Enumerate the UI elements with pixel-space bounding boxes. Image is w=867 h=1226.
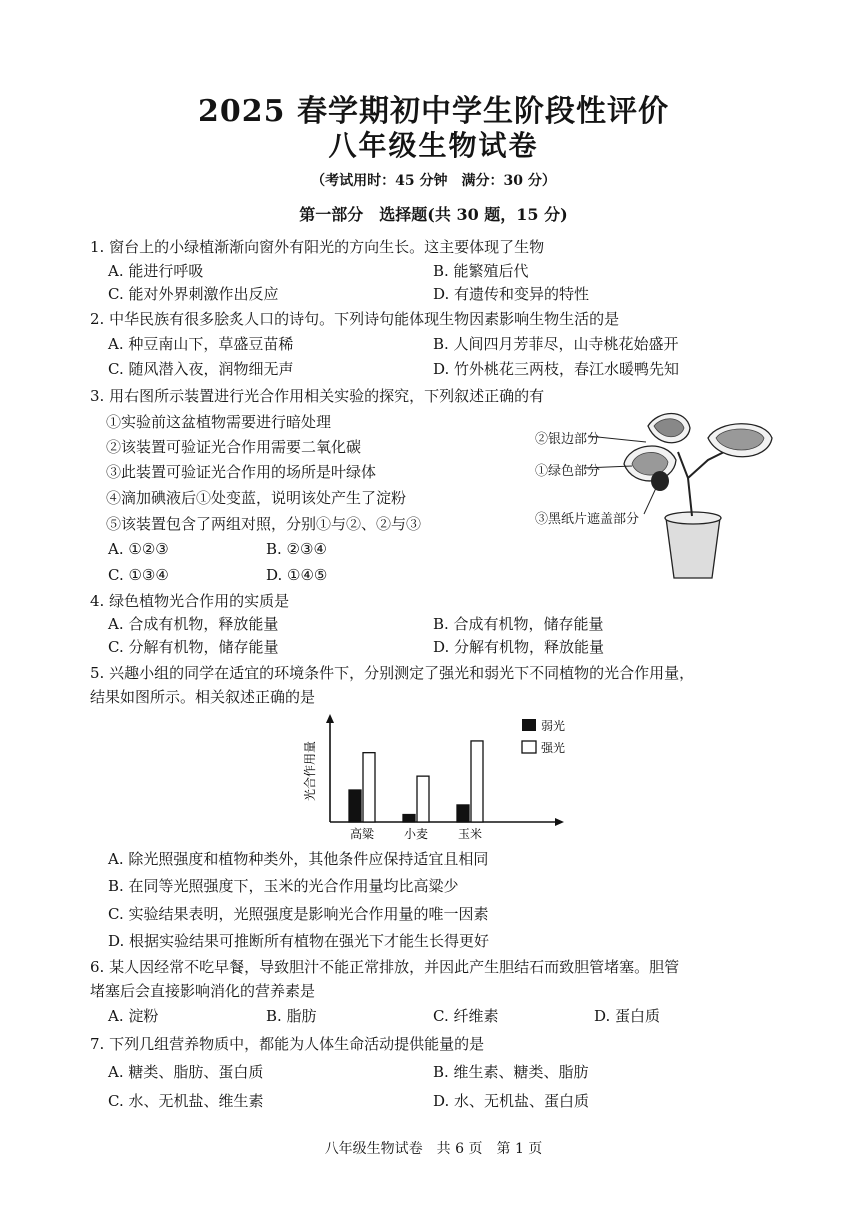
exam-info: （考试用时：45 分钟 满分：30 分）	[311, 173, 556, 189]
question-1-option-a: A. 能进行呼吸	[108, 262, 204, 280]
question-2-option-b: B. 人间四月芳菲尽，山寺桃花始盛开	[433, 335, 679, 353]
bar-玉米-强光	[471, 741, 483, 822]
question-7-stem: 7. 下列几组营养物质中，都能为人体生命活动提供能量的是	[90, 1035, 485, 1053]
question-5-stem: 5. 兴趣小组的同学在适宜的环境条件下，分别测定了强光和弱光下不同植物的光合作用量，	[90, 664, 695, 682]
bar-小麦-强光	[417, 776, 429, 822]
chart-y-axis-arrow	[326, 714, 334, 723]
question-6-option-a: A. 淀粉	[108, 1007, 159, 1025]
plant-branch	[688, 450, 728, 478]
bar-小麦-弱光	[403, 815, 415, 822]
question-7-option-d: D. 水、无机盐、蛋白质	[433, 1092, 590, 1110]
exam-title: 2025 春学期初中学生阶段性评价	[198, 94, 669, 129]
legend-label-strong-light: 强光	[541, 741, 566, 755]
question-1-option-c: C. 能对外界刺激作出反应	[108, 285, 279, 303]
question-3-statement-3: ③此装置可验证光合作用的场所是叶绿体	[106, 463, 377, 481]
question-6-option-c: C. 纤维素	[433, 1007, 499, 1025]
figure-label-green-part: ①绿色部分	[535, 464, 601, 479]
question-3-stem: 3. 用右图所示装置进行光合作用相关实验的探究，下列叙述正确的有	[90, 387, 545, 405]
question-5-stem-continued: 结果如图所示。相关叙述正确的是	[90, 688, 316, 706]
exam-subtitle: 八年级生物试卷	[328, 129, 539, 162]
question-3-statement-4: ④滴加碘液后①处变蓝，说明该处产生了淀粉	[106, 489, 407, 507]
question-6-stem-continued: 堵塞后会直接影响消化的营养素是	[90, 982, 316, 1000]
question-3-option-c: C. ①③④	[108, 566, 169, 584]
question-2-option-c: C. 随风潜入夜，润物细无声	[108, 360, 294, 378]
question-3-statement-5: ⑤该装置包含了两组对照，分别①与②、②与③	[106, 515, 422, 533]
question-4-option-d: D. 分解有机物，释放能量	[433, 638, 605, 656]
question-6-stem: 6. 某人因经常不吃早餐，导致胆汁不能正常排放，并因此产生胆结石而致胆管堵塞。胆管	[90, 958, 680, 976]
question-6-option-d: D. 蛋白质	[594, 1007, 661, 1025]
question-2-stem: 2. 中华民族有很多脍炙人口的诗句。下列诗句能体现生物因素影响生物生活的是	[90, 310, 620, 328]
chart-y-axis-label: 光合作用量	[303, 740, 317, 802]
question-2-option-a: A. 种豆南山下，草盛豆苗稀	[108, 335, 294, 353]
question-4-stem: 4. 绿色植物光合作用的实质是	[90, 592, 290, 610]
figure-label-black-paper: ③黑纸片遮盖部分	[535, 512, 640, 527]
question-5-option-b: B. 在同等光照强度下，玉米的光合作用量均比高粱少	[108, 877, 459, 895]
question-4-option-c: C. 分解有机物，储存能量	[108, 638, 279, 656]
question-1-option-d: D. 有遗传和变异的特性	[433, 285, 590, 303]
question-6-option-b: B. 脂肪	[266, 1007, 317, 1025]
page-footer: 八年级生物试卷 共 6 页 第 1 页	[324, 1141, 543, 1157]
chart-x-axis-arrow	[555, 818, 564, 826]
question-3-option-d: D. ①④⑤	[266, 566, 328, 584]
question-7-option-b: B. 维生素、糖类、脂肪	[433, 1063, 589, 1081]
section-title: 第一部分 选择题(共 30 题，15 分)	[299, 205, 568, 224]
question-7-option-c: C. 水、无机盐、维生素	[108, 1092, 264, 1110]
flower-pot	[666, 518, 720, 578]
legend-swatch-weak-light	[522, 719, 536, 731]
bar-玉米-弱光	[457, 805, 469, 822]
x-tick-label: 高粱	[349, 827, 375, 841]
question-3-statement-1: ①实验前这盆植物需要进行暗处理	[106, 413, 332, 431]
bar-高粱-弱光	[349, 790, 361, 822]
legend-label-weak-light: 弱光	[541, 719, 566, 733]
question-5-option-c: C. 实验结果表明，光照强度是影响光合作用量的唯一因素	[108, 905, 489, 923]
legend-swatch-strong-light	[522, 741, 536, 753]
x-tick-label: 玉米	[457, 827, 483, 841]
photosynthesis-bar-chart	[300, 712, 600, 844]
leader-line-black-paper	[644, 488, 656, 514]
x-tick-label: 小麦	[403, 827, 429, 841]
question-5-option-a: A. 除光照强度和植物种类外，其他条件应保持适宜且相同	[108, 850, 489, 868]
question-5-option-d: D. 根据实验结果可推断所有植物在强光下才能生长得更好	[108, 932, 490, 950]
question-2-option-d: D. 竹外桃花三两枝，春江水暖鸭先知	[433, 360, 680, 378]
figure-label-silver-edge: ②银边部分	[535, 432, 601, 447]
plant-stem	[678, 452, 692, 516]
question-7-option-a: A. 糖类、脂肪、蛋白质	[108, 1063, 264, 1081]
question-1-stem: 1. 窗台上的小绿植渐渐向窗外有阳光的方向生长。这主要体现了生物	[90, 238, 545, 256]
question-3-option-b: B. ②③④	[266, 540, 327, 558]
bar-高粱-强光	[363, 753, 375, 822]
flower-pot-rim	[665, 512, 721, 524]
question-4-option-b: B. 合成有机物，储存能量	[433, 615, 604, 633]
black-paper-cover	[651, 471, 669, 491]
question-1-option-b: B. 能繁殖后代	[433, 262, 529, 280]
question-3-statement-2: ②该装置可验证光合作用需要二氧化碳	[106, 438, 362, 456]
question-4-option-a: A. 合成有机物，释放能量	[108, 615, 279, 633]
question-3-option-a: A. ①②③	[108, 540, 169, 558]
